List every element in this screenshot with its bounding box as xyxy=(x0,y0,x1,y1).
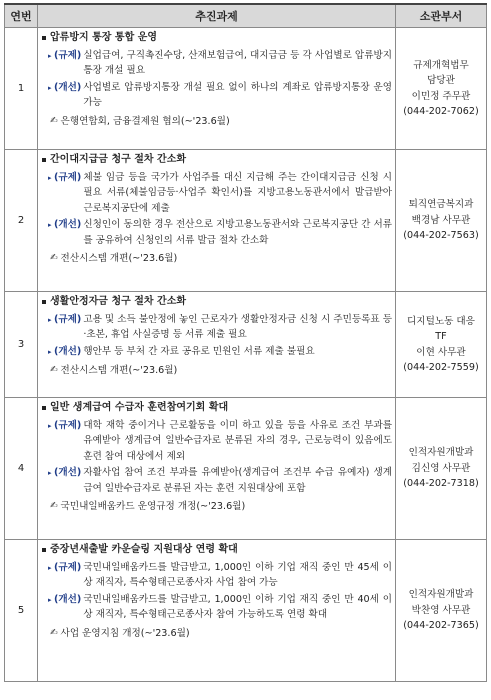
triangle-bullet-icon: ▸ xyxy=(48,51,52,60)
table-row xyxy=(5,398,487,540)
square-bullet-icon xyxy=(42,158,46,162)
task-note: ✍ 은행연합회, 금융결제원 협의(~'23.6월) xyxy=(50,114,392,130)
task-cell xyxy=(38,28,396,150)
row-number: 2 xyxy=(5,150,38,292)
square-bullet-icon xyxy=(42,548,46,552)
improvement-item: ▸ (개선) 사업별로 압류방지통장 개설 필요 없이 하나의 계좌로 압류방지통장 운영 가능 xyxy=(48,81,392,108)
task-cell xyxy=(38,540,396,682)
task-title: 일반 생계급여 수급자 훈련참여기회 확대 xyxy=(41,400,392,416)
dept-cell: 디지털노동 대응 TF 이현 사무관 (044-202-7559) xyxy=(396,292,487,398)
table-row xyxy=(5,28,487,150)
row-number: 4 xyxy=(5,398,38,540)
pen-icon: ✍ xyxy=(50,501,58,511)
task-table xyxy=(4,3,487,682)
row-number: 5 xyxy=(5,540,38,682)
triangle-bullet-icon: ▸ xyxy=(48,421,52,430)
table-row xyxy=(5,540,487,682)
row-number: 1 xyxy=(5,28,38,150)
header-no: 연번 xyxy=(5,4,38,28)
square-bullet-icon xyxy=(42,300,46,304)
triangle-bullet-icon: ▸ xyxy=(48,347,52,356)
triangle-bullet-icon: ▸ xyxy=(48,83,52,92)
header-dept: 소관부서 xyxy=(396,4,487,28)
regulation-item: ▸ (규제) 고용 및 소득 불안정에 놓인 근로자가 생활안정자금 신청 시 주민등록표 등·초본, 휴업 사실증명 등 서류 제출 필요 xyxy=(48,313,392,340)
pen-icon: ✍ xyxy=(50,365,58,375)
improvement-item: ▸ (개선) 행안부 등 부처 간 자료 공유로 민원인 서류 제출 불필요 xyxy=(48,344,392,361)
task-title: 생활안정자금 청구 절차 간소화 xyxy=(41,294,392,310)
task-note: ✍ 사업 운영지침 개정(~'23.6월) xyxy=(50,626,392,642)
square-bullet-icon xyxy=(42,406,46,410)
task-note: ✍ 전산시스템 개편(~'23.6월) xyxy=(50,251,392,267)
triangle-bullet-icon: ▸ xyxy=(48,315,52,324)
regulation-item: ▸ (규제) 국민내일배움카드를 발급받고, 1,000인 이하 기업 재직 중인 만 45세 이상 재직자, 특수형태근로종사자 사업 참여 가능 xyxy=(48,561,392,588)
improvement-item: ▸ (개선) 신청인이 동의한 경우 전산으로 지방고용노동관서와 근로복지공단 간 서류를 공유하여 신청인의 서류 발급 절차 간소화 xyxy=(48,219,392,246)
pen-icon: ✍ xyxy=(50,627,58,638)
task-title: 중장년새출발 카운슬링 지원대상 연령 확대 xyxy=(41,542,392,558)
task-note: ✍ 국민내일배움카드 운영규정 개정(~'23.6월) xyxy=(50,499,392,515)
improvement-item: ▸ (개선) 자활사업 참여 조건 부과를 유예받아(생계급여 조건부 수급 유예자) 생계급여 일반수급자로 분류된 자는 훈련 지원대상에 포함 xyxy=(48,467,392,494)
dept-cell: 규제개혁법무 담당관 이민정 주무관 (044-202-7062) xyxy=(396,28,487,150)
triangle-bullet-icon: ▸ xyxy=(48,221,52,229)
triangle-bullet-icon: ▸ xyxy=(48,469,52,477)
table-header-row xyxy=(5,4,487,28)
task-title: 압류방지 통장 통합 운영 xyxy=(41,30,392,46)
task-title: 간이대지급금 청구 절차 간소화 xyxy=(41,152,392,168)
task-note: ✍ 전산시스템 개편(~'23.6월) xyxy=(50,363,392,379)
pen-icon: ✍ xyxy=(50,115,58,126)
triangle-bullet-icon: ▸ xyxy=(48,563,52,572)
triangle-bullet-icon: ▸ xyxy=(48,173,52,182)
table-row xyxy=(5,292,487,398)
dept-cell: 퇴직연금복지과 백경남 사무관 (044-202-7563) xyxy=(396,150,487,292)
pen-icon: ✍ xyxy=(50,253,58,263)
table-row xyxy=(5,150,487,292)
regulation-item: ▸ (규제) 체불 임금 등을 국가가 사업주를 대신 지급해 주는 간이대지급금 신청 시 필요 서류(체불임금등·사업주 확인서)를 지방고용노동관서에서 발급받아 근로복지공단에 제출 xyxy=(48,171,392,214)
row-number: 3 xyxy=(5,292,38,398)
regulation-item: ▸ (규제) 실업급여, 구직촉진수당, 산재보험급여, 대지급금 등 각 사업별로 압류방지통장 개설 필요 xyxy=(48,49,392,76)
improvement-item: ▸ (개선) 국민내일배움카드를 발급받고, 1,000인 이하 기업 재직 중인 만 40세 이상 재직자, 특수형태근로종사자 참여 가능하도록 연령 확대 xyxy=(48,593,392,620)
header-task: 추진과제 xyxy=(38,4,396,28)
regulation-item: ▸ (규제) 대학 재학 중이거나 근로활동을 이미 하고 있을 등을 사유로 조건 부과를 유예받아 생계급여 일반수급자로 분류된 자의 경우, 근로능력이 있음에도 훈련 참여 대상에서 제외 xyxy=(48,419,392,462)
task-cell xyxy=(38,150,396,292)
triangle-bullet-icon: ▸ xyxy=(48,595,52,604)
dept-cell: 인적자원개발과 김신영 사무관 (044-202-7318) xyxy=(396,398,487,540)
dept-cell: 인적자원개발과 박찬영 사무관 (044-202-7365) xyxy=(396,540,487,682)
square-bullet-icon xyxy=(42,36,46,40)
task-cell xyxy=(38,292,396,398)
task-cell xyxy=(38,398,396,540)
